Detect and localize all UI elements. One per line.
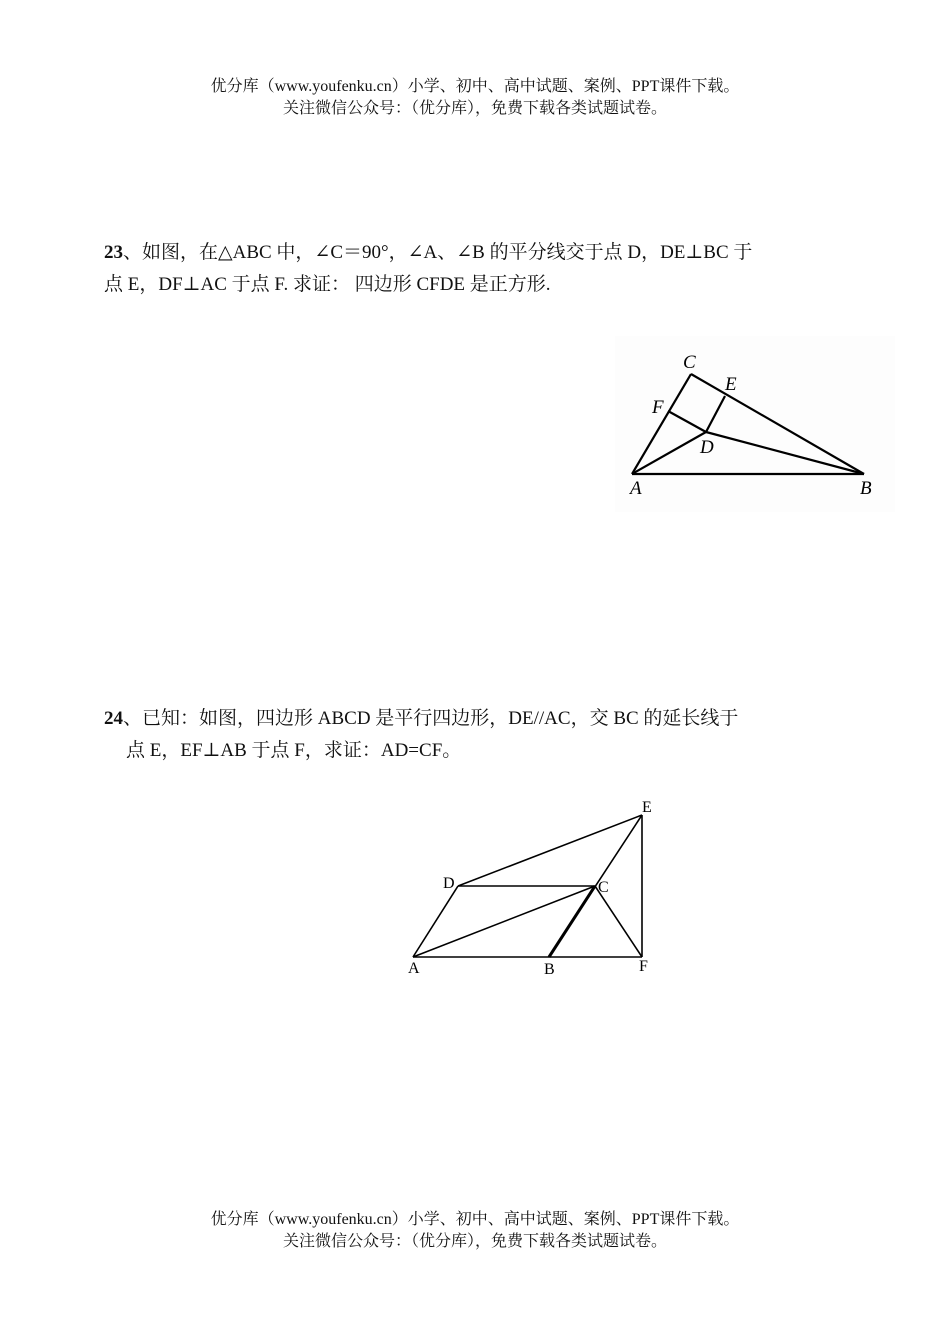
header-line-2: 关注微信公众号：（优分库），免费下载各类试题试卷。 (282, 100, 667, 117)
segment-BC (549, 886, 595, 957)
label-B: B (860, 478, 872, 499)
label-A: A (408, 960, 420, 977)
figure-23-triangle (615, 336, 895, 512)
label-C: C (598, 879, 609, 896)
label-A: A (630, 478, 642, 499)
problem-23 (104, 237, 854, 301)
problem-24-number: 24 (104, 708, 123, 729)
label-C: C (683, 352, 696, 373)
figure-23-background (615, 336, 895, 512)
problem-23-line-1 (104, 237, 854, 269)
footer-line-1: 优分库（www.youfenku.cn）小学、初中、高中试题、案例、PPT课件下载。 (210, 1211, 740, 1228)
problem-23-number: 23 (104, 242, 123, 263)
header-line-1: 优分库（www.youfenku.cn）小学、初中、高中试题、案例、PPT课件下载。 (210, 78, 740, 95)
segment-AC (413, 886, 595, 957)
problem-24-line-2: 点 E，EF⊥AB 于点 F，求证：AD=CF。 (126, 740, 462, 761)
problem-24 (104, 703, 854, 767)
segment-CF (595, 886, 642, 957)
problem-23-line-2: 点 E，DF⊥AC 于点 F. 求证： 四边形 CFDE 是正方形. (104, 274, 551, 295)
figure-24-parallelogram (400, 790, 680, 985)
label-E: E (642, 799, 652, 816)
page-footer (0, 1209, 950, 1253)
footer-line-2: 关注微信公众号：（优分库），免费下载各类试题试卷。 (282, 1233, 667, 1250)
page-header (0, 76, 950, 120)
segment-AD (413, 886, 458, 957)
problem-23-text-1: 、如图，在△ABC 中，∠C＝90°，∠A、∠B 的平分线交于点 D，DE⊥BC 于 (123, 242, 753, 263)
label-B: B (544, 961, 555, 978)
label-F: F (652, 397, 664, 418)
label-D: D (700, 437, 714, 458)
problem-24-line-1 (104, 703, 854, 735)
label-D: D (443, 875, 455, 892)
label-E: E (725, 374, 737, 395)
segment-DE (458, 815, 642, 886)
label-F: F (639, 958, 648, 975)
problem-24-text-1: 、已知：如图，四边形 ABCD 是平行四边形，DE//AC，交 BC 的延长线于 (123, 708, 739, 729)
